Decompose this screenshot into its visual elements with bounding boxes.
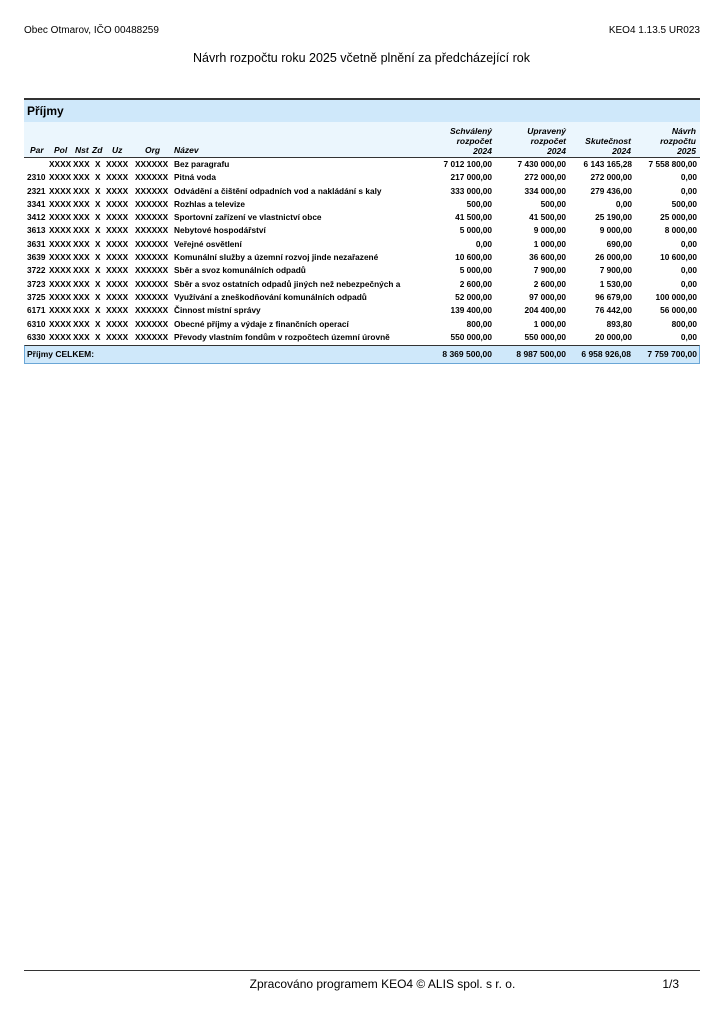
cell-upraveny: 204 400,00 [524,305,566,316]
table-row [24,264,700,277]
cell-navrh: 8 000,00 [664,225,697,236]
table-row [24,224,700,237]
cell-par: 3723 [27,278,46,289]
footer-divider [24,970,700,971]
cell-schvaleny: 5 000,00 [459,265,492,276]
cell-navrh: 0,00 [680,265,697,276]
cell-nst: XXX [73,172,90,183]
cell-uz: XXXX [106,278,129,289]
cell-upraveny: 36 600,00 [529,252,566,263]
cell-nazev: Odvádění a čištění odpadních vod a nakládání s kaly [174,185,382,196]
cell-par: 3412 [27,212,46,223]
cell-navrh: 100 000,00 [655,291,697,302]
col-nst: Nst [75,145,89,155]
cell-org: XXXXXX [135,225,169,236]
cell-pol: XXXX [49,252,72,263]
cell-org: XXXXXX [135,159,169,169]
cell-uz: XXXX [106,172,129,183]
cell-upraveny: 97 000,00 [529,291,566,302]
cell-org: XXXXXX [135,305,169,316]
cell-nazev: Nebytové hospodářství [174,225,266,236]
cell-uz: XXXX [106,305,129,316]
cell-nazev: Obecné příjmy a výdaje z finančních operací [174,318,349,329]
cell-uz: XXXX [106,331,129,342]
cell-skutecnost: 25 190,00 [595,212,632,223]
cell-schvaleny: 800,00 [466,318,492,329]
total-row [24,345,700,364]
table-row [24,171,700,184]
cell-zd: X [95,252,101,263]
cell-uz: XXXX [106,238,129,249]
cell-nazev: Využívání a zneškodňování komunálních odpadů [174,291,367,302]
cell-zd: X [95,185,101,196]
cell-par: 3639 [27,252,46,263]
cell-zd: X [95,305,101,316]
cell-zd: X [95,265,101,276]
cell-org: XXXXXX [135,291,169,302]
col-org: Org [145,145,161,155]
cell-skutecnost: 893,80 [606,318,632,329]
cell-navrh: 500,00 [671,198,697,209]
table-row [24,331,700,344]
cell-nst: XXX [73,238,90,249]
cell-schvaleny: 5 000,00 [459,225,492,236]
cell-org: XXXXXX [135,252,169,263]
page-number: 1/3 [662,977,679,991]
col-skutecnost-1: Skutečnost [585,136,631,146]
cell-skutecnost: 26 000,00 [595,252,632,263]
cell-pol: XXXX [49,198,72,209]
cell-nst: XXX [73,225,90,236]
cell-pol: XXXX [49,331,72,342]
cell-nazev: Pitná voda [174,172,216,183]
cell-pol: XXXX [49,225,72,236]
table-row [24,318,700,331]
cell-schvaleny: 0,00 [475,238,492,249]
cell-navrh: 0,00 [680,278,697,289]
cell-navrh: 0,00 [680,238,697,249]
cell-nazev: Sběr a svoz komunálních odpadů [174,265,306,276]
cell-nst: XXX [73,305,90,316]
cell-nazev: Bez paragrafu [174,159,230,169]
cell-schvaleny: 139 400,00 [450,305,492,316]
cell-org: XXXXXX [135,331,169,342]
cell-nazev: Převody vlastním fondům v rozpočtech územní úrovně [174,331,390,342]
cell-skutecnost: 76 442,00 [595,305,632,316]
table-row [24,291,700,304]
cell-zd: X [95,212,101,223]
col-pol: Pol [54,145,68,155]
table-row [24,278,700,291]
cell-schvaleny: 333 000,00 [450,185,492,196]
program-version: KEO4 1.13.5 UR023 [608,25,700,36]
cell-nst: XXX [73,291,90,302]
cell-skutecnost: 279 436,00 [590,185,632,196]
col-upraveny-1: Upravený [527,126,566,136]
cell-par: 3725 [27,291,46,302]
cell-nst: XXX [73,318,90,329]
cell-nazev: Komunální služby a územní rozvoj jinde nezařazené [174,252,379,263]
table-row [24,198,700,211]
col-skutecnost-2: 2024 [612,146,631,156]
cell-navrh: 0,00 [680,172,697,183]
cell-skutecnost: 272 000,00 [590,172,632,183]
cell-nazev: Veřejné osvětlení [174,238,242,249]
cell-navrh: 0,00 [680,331,697,342]
cell-zd: X [95,159,101,169]
cell-zd: X [95,198,101,209]
cell-skutecnost: 1 530,00 [599,278,632,289]
cell-pol: XXXX [49,159,72,169]
cell-schvaleny: 10 600,00 [455,252,492,263]
organization-label: Obec Otmarov, IČO 00488259 [24,25,159,36]
cell-navrh: 10 600,00 [660,252,697,263]
page-title: Návrh rozpočtu roku 2025 včetně plnění za předcházející rok [193,51,530,65]
income-section [24,98,700,364]
table-row [24,185,700,198]
cell-pol: XXXX [49,318,72,329]
cell-org: XXXXXX [135,185,169,196]
col-navrh-1: Návrh [671,126,696,136]
cell-par: 3631 [27,238,46,249]
cell-uz: XXXX [106,185,129,196]
column-headers [24,122,700,158]
cell-org: XXXXXX [135,212,169,223]
section-title: Příjmy [24,98,700,122]
cell-schvaleny: 52 000,00 [455,291,492,302]
cell-nazev: Sběr a svoz ostatních odpadů jiných než nebezpečných a [174,278,401,289]
cell-nazev: Činnost místní správy [174,305,261,316]
cell-schvaleny: 41 500,00 [455,212,492,223]
cell-upraveny: 1 000,00 [533,238,566,249]
cell-nazev: Rozhlas a televize [174,198,246,209]
cell-nazev: Sportovní zařízení ve vlastnictví obce [174,212,322,223]
footer-text: Zpracováno programem KEO4 © ALIS spol. s r. o. [249,977,516,991]
cell-nst: XXX [73,278,90,289]
total-skutecnost: 6 958 926,08 [581,349,631,360]
cell-par: 3722 [27,265,46,276]
cell-par: 2310 [27,172,46,183]
col-zd: Zd [92,145,103,155]
cell-org: XXXXXX [135,265,169,276]
cell-skutecnost: 7 900,00 [599,265,632,276]
col-schvaleny-1: Schválený [449,126,492,136]
cell-nst: XXX [73,198,90,209]
table-row [24,251,700,264]
cell-upraveny: 7 900,00 [533,265,566,276]
cell-par: 6330 [27,331,46,342]
cell-org: XXXXXX [135,238,169,249]
cell-navrh: 56 000,00 [660,305,697,316]
cell-uz: XXXX [106,265,129,276]
cell-zd: X [95,225,101,236]
cell-navrh: 7 558 800,00 [648,159,697,169]
cell-nst: XXX [73,212,90,223]
cell-par: 3341 [27,198,46,209]
cell-skutecnost: 6 143 165,28 [583,159,632,169]
cell-uz: XXXX [106,252,129,263]
cell-uz: XXXX [106,318,129,329]
cell-zd: X [95,172,101,183]
col-schvaleny-2: rozpočet [456,136,492,146]
cell-skutecnost: 20 000,00 [595,331,632,342]
cell-skutecnost: 9 000,00 [599,225,632,236]
cell-pol: XXXX [49,278,72,289]
cell-upraveny: 2 600,00 [533,278,566,289]
cell-upraveny: 9 000,00 [533,225,566,236]
cell-navrh: 800,00 [671,318,697,329]
table-row [24,238,700,251]
cell-nst: XXX [73,331,90,342]
cell-pol: XXXX [49,172,72,183]
total-label: Příjmy CELKEM: [27,349,95,360]
cell-pol: XXXX [49,238,72,249]
cell-uz: XXXX [106,198,129,209]
cell-schvaleny: 2 600,00 [459,278,492,289]
table-row [24,211,700,224]
cell-nst: XXX [73,159,90,169]
cell-par: 3613 [27,225,46,236]
cell-navrh: 0,00 [680,185,697,196]
cell-pol: XXXX [49,265,72,276]
cell-pol: XXXX [49,291,72,302]
cell-zd: X [95,238,101,249]
cell-uz: XXXX [106,225,129,236]
cell-par: 6171 [27,305,46,316]
cell-org: XXXXXX [135,278,169,289]
cell-nst: XXX [73,185,90,196]
cell-zd: X [95,278,101,289]
cell-upraveny: 7 430 000,00 [517,159,566,169]
cell-zd: X [95,291,101,302]
cell-nst: XXX [73,265,90,276]
cell-skutecnost: 0,00 [615,198,632,209]
cell-skutecnost: 96 679,00 [595,291,632,302]
total-upraveny: 8 987 500,00 [516,349,566,360]
cell-upraveny: 272 000,00 [524,172,566,183]
cell-upraveny: 500,00 [540,198,566,209]
cell-uz: XXXX [106,291,129,302]
cell-pol: XXXX [49,185,72,196]
cell-schvaleny: 550 000,00 [450,331,492,342]
table-row [24,304,700,317]
cell-uz: XXXX [106,159,129,169]
total-navrh: 7 759 700,00 [647,349,697,360]
cell-schvaleny: 7 012 100,00 [443,159,492,169]
cell-pol: XXXX [49,305,72,316]
cell-org: XXXXXX [135,172,169,183]
cell-zd: X [95,331,101,342]
col-par: Par [30,145,44,155]
cell-org: XXXXXX [135,318,169,329]
cell-navrh: 25 000,00 [660,212,697,223]
total-schvaleny: 8 369 500,00 [442,349,492,360]
cell-zd: X [95,318,101,329]
cell-upraveny: 1 000,00 [533,318,566,329]
table-row [24,158,700,171]
col-nazev: Název [174,145,199,155]
cell-par: 2321 [27,185,46,196]
cell-org: XXXXXX [135,198,169,209]
cell-schvaleny: 217 000,00 [450,172,492,183]
cell-nst: XXX [73,252,90,263]
cell-upraveny: 334 000,00 [524,185,566,196]
cell-upraveny: 41 500,00 [529,212,566,223]
col-schvaleny-3: 2024 [473,146,492,156]
col-uz: Uz [112,145,123,155]
cell-skutecnost: 690,00 [606,238,632,249]
budget-rows [24,158,700,344]
cell-schvaleny: 500,00 [466,198,492,209]
col-upraveny-3: 2024 [547,146,566,156]
cell-par: 6310 [27,318,46,329]
col-navrh-3: 2025 [677,146,696,156]
cell-upraveny: 550 000,00 [524,331,566,342]
cell-uz: XXXX [106,212,129,223]
col-upraveny-2: rozpočet [530,136,566,146]
col-navrh-2: rozpočtu [660,136,696,146]
cell-pol: XXXX [49,212,72,223]
